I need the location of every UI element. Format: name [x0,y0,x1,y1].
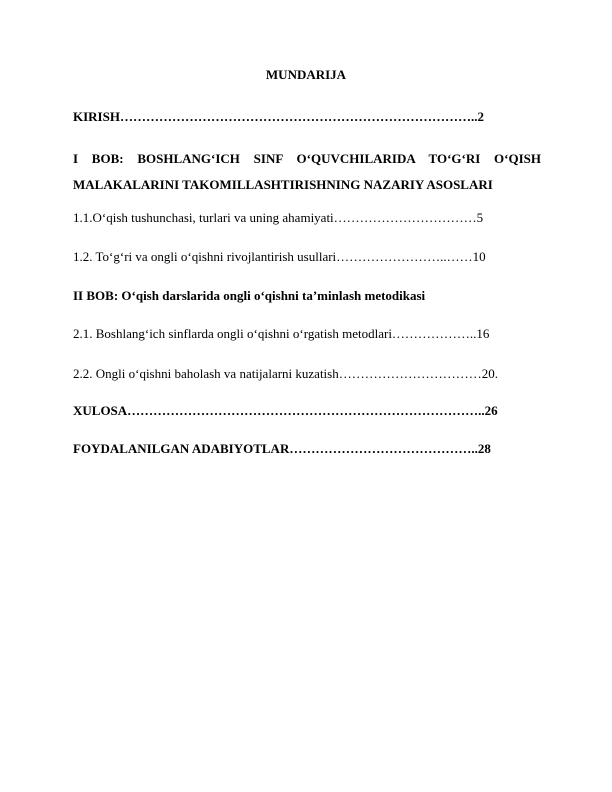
toc-entry-section-2-2: 2.2. Ongli o‘qishni baholash va natijalarni kuzatish……………………………20. [73,366,498,381]
toc-entry-section-2-1: 2.1. Boshlang‘ich sinflarda ongli o‘qishni o‘rgatish metodlari………………..16 [73,326,490,341]
page-title: MUNDARIJA [265,67,347,82]
toc-entry-kirish: KIRISH………………………………………………………………………..2 [73,109,484,124]
toc-entry-section-1-2: 1.2. To‘g‘ri va ongli o‘qishni rivojlantirish usullari……………………..……10 [73,249,486,264]
toc-entry-chapter-1: I BOB: BOSHLANG‘ICH SINF O‘QUVCHILARIDA TO‘G‘RI O‘QISH MALAKALARINI TAKOMILLASHTIRISHNING NAZARIY ASOSLARI [73,151,541,192]
toc-entry-references: FOYDALANILGAN ADABIYOTLAR……………………………………..28 [73,441,491,456]
toc-entry-xulosa: XULOSA………………………………………………………………………..26 [73,403,498,418]
toc-entry-section-1-1: 1.1.O‘qish tushunchasi, turlari va uning ahamiyati……………………………5 [73,210,484,225]
toc-entry-chapter-2: II BOB: O‘qish darslarida ongli o‘qishni ta’minlash metodikasi [73,288,426,303]
